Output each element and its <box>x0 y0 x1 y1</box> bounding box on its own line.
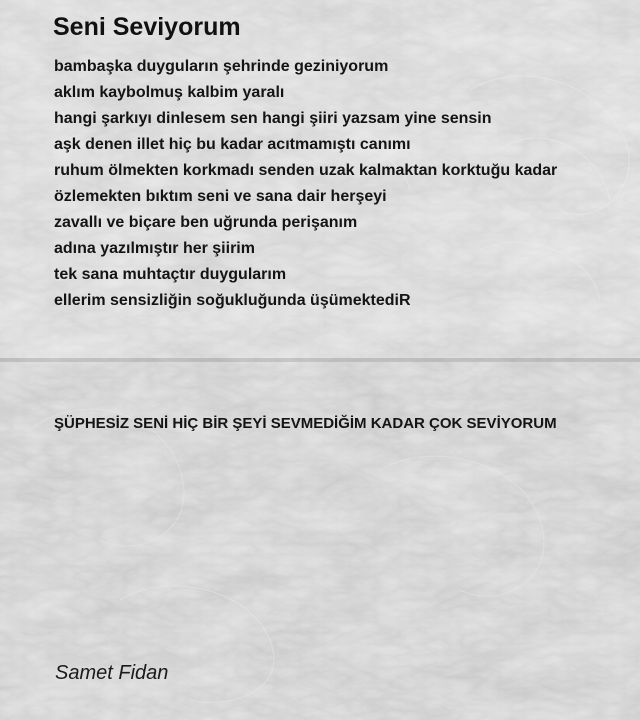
poem-line: hangi şarkıyı dinlesem sen hangi şiiri yazsam yine sensin <box>54 110 492 127</box>
poem-line: aklım kaybolmuş kalbim yaralı <box>54 84 285 101</box>
closing-line: ŞÜPHESİZ SENİ HİÇ BİR ŞEYİ SEVMEDİĞİM KADAR ÇOK SEVİYORUM <box>54 415 557 432</box>
author-name: Samet Fidan <box>55 662 169 684</box>
poem-lines <box>54 54 557 314</box>
poem-line: ellerim sensizliğin soğukluğunda üşümektediR <box>54 292 411 309</box>
poem-line: zavallı ve biçare ben uğrunda perişanım <box>54 214 358 231</box>
poem-line: aşk denen illet hiç bu kadar acıtmamıştı canımı <box>54 136 411 153</box>
poem-line: özlemekten bıktım seni ve sana dair herşeyi <box>54 188 387 205</box>
poem-line: ruhum ölmekten korkmadı senden uzak kalmaktan korktuğu kadar <box>54 162 558 179</box>
poem-line: adına yazılmıştır her şiirim <box>54 240 255 257</box>
poem-line: bambaşka duyguların şehrinde geziniyorum <box>54 58 389 75</box>
poem-line: tek sana muhtaçtır duygularım <box>54 266 287 283</box>
poem-title: Seni Seviyorum <box>53 13 241 41</box>
